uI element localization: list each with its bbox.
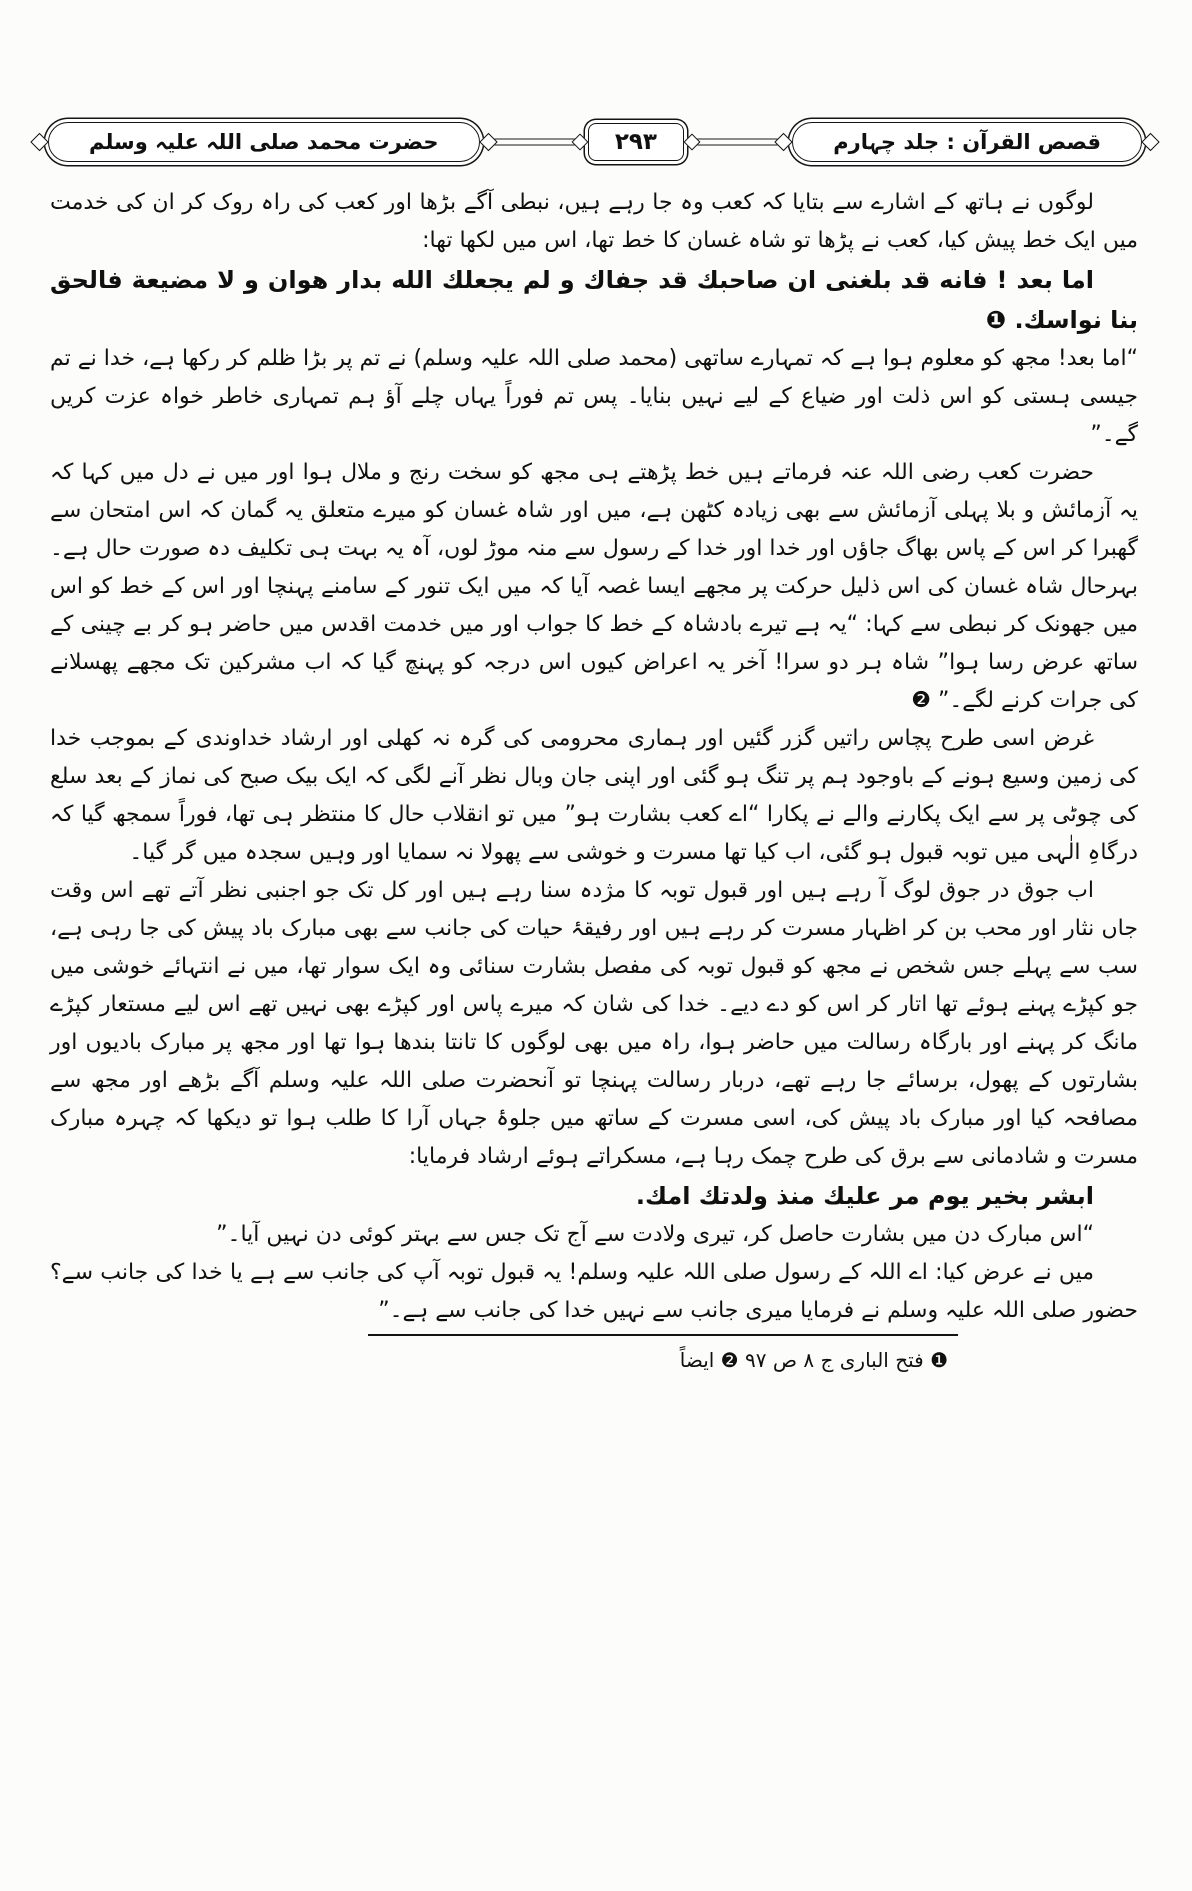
page-header bbox=[48, 116, 1142, 168]
paragraph-narration-4: میں نے عرض کیا: اے اللہ کے رسول صلی اللہ علیہ وسلم! یہ قبول توبہ آپ کی جانب سے ہے یا خدا کی جانب سے؟ حضور صلی اللہ علیہ وسلم نے فرمایا میری جانب سے نہیں خدا کی جانب سے ہے۔” bbox=[50, 1260, 1138, 1323]
paragraph-translation-1: “اما بعد! مجھ کو معلوم ہوا ہے کہ تمہارے ساتھی (محمد صلی اللہ علیہ وسلم) نے تم پر بڑا ظلم کر رکھا ہے، خدا نے تم جیسی ہستی کو اس ذلت اور ضیاع کے لیے نہیں بنایا۔ پس تم فوراً یہاں چلے آؤ ہم تمہاری خاطر خواہ عزت کریں گے۔” bbox=[50, 346, 1138, 447]
paragraph-translation-2: “اس مبارک دن میں بشارت حاصل کر، تیری ولادت سے آج تک جس سے بہتر کوئی دن نہیں آیا۔” bbox=[216, 1222, 1094, 1247]
arabic-quote-1: اما بعد ! فانه قد بلغنى ان صاحبك قد جفاك و لم يجعلك الله بدار هوان و لا مضيعة فالحق بنا نواسك. ❶ bbox=[50, 266, 1138, 334]
chapter-title-cartouche bbox=[48, 122, 480, 162]
paragraph-narration-2: غرض اسی طرح پچاس راتیں گزر گئیں اور ہماری محرومی کی گرہ نہ کھلی اور ارشاد خداوندی کے بموجب خدا کی زمین وسیع ہونے کے باوجود ہم پر تنگ ہو گئی اور اپنی جان وبال نظر آنے لگی کہ ایک بیک صبح کی نماز کے بعد سلع کی چوٹی پر سے ایک پکارنے والے نے پکارا “اے کعب بشارت ہو” میں تو انقلاب حال کا منتظر ہی تھا، فوراً سمجھ گیا کہ درگاہِ الٰہی میں توبہ قبول ہو گئی، اب کیا تھا مسرت و خوشی سے پھولا نہ سمایا اور وہیں سجدہ میں گر گیا۔ bbox=[50, 726, 1138, 865]
page-body bbox=[50, 184, 1138, 1330]
footnote: ❶ فتح الباری ج ۸ ص ۹۷ ❷ ایضاً bbox=[679, 1348, 948, 1372]
book-title-cartouche bbox=[792, 122, 1142, 162]
paragraph-narration-3: اب جوق در جوق لوگ آ رہے ہیں اور قبول توبہ کا مژدہ سنا رہے ہیں اور کل تک جو اجنبی نظر آتے تھے اس وقت جاں نثار اور محب بن کر اظہار مسرت کر رہے ہیں اور رفیقۂ حیات کی جانب سے بھی مبارک باد پیش کی جا رہی ہے، سب سے پہلے جس شخص نے مجھ کو قبول توبہ کی مفصل بشارت سنائی وہ ایک سوار تھا، میں نے انتہائے خوشی میں جو کپڑے پہنے ہوئے تھا اتار کر اس کو دے دیے۔ خدا کی شان کہ میرے پاس اور کپڑے بھی نہیں تھے اس لیے مستعار کپڑے مانگ کر پہنے اور بارگاہ رسالت میں حاضر ہوا، راہ میں بھی لوگوں کا تانتا بندھا ہوا تھا اور مجھ پر مبارک بادیوں اور بشارتوں کے پھول، برسائے جا رہے تھے، دربار رسالت پہنچا تو آنحضرت صلی اللہ علیہ وسلم آگے بڑھے اور مجھ سے مصافحہ کیا اور مبارک باد پیش کی، اسی مسرت کے ساتھ میں جلوۂ جہاں آرا کا طلب ہوا تو دیکھا کہ چہرہ مبارک مسرت و شادمانی سے برق کی طرح چمک رہا ہے، مسکراتے ہوئے ارشاد فرمایا: bbox=[50, 878, 1138, 1169]
paragraph-narration-1: حضرت کعب رضی اللہ عنہ فرماتے ہیں خط پڑھتے ہی مجھ کو سخت رنج و ملال ہوا اور میں نے دل میں کہا کہ یہ آزمائش و بلا پہلی آزمائش سے بھی زیادہ کٹھن ہے، میں اور شاہ غسان کو میرے متعلق یہ گمان کہ اس امتحان سے گھبرا کر اس کے پاس بھاگ جاؤں اور خدا اور خدا کے رسول سے منہ موڑ لوں، آہ یہ بہت ہی تکلیف دہ صورت حال ہے۔ بہرحال شاہ غسان کی اس ذلیل حرکت پر مجھے ایسا غصہ آیا کہ میں ایک تنور کے سامنے پہنچا اور اس کے خط کو اس میں جھونک کر نبطی سے کہا: “یہ ہے تیرے بادشاہ کے خط کا جواب اور میں خدمت اقدس میں حاضر ہو کر بے چینی کے ساتھ عرض رسا ہوا” شاہ ہر دو سرا! آخر یہ اعراض کیوں اس درجہ کو پہنچ گیا کہ اب مشرکین تک مجھے پھسلانے کی جرات کرنے لگے۔” ❷ bbox=[50, 460, 1138, 713]
book-title: قصص القرآن : جلد چہارم bbox=[833, 130, 1101, 154]
arabic-quote-2: ابشر بخير يوم مر عليك منذ ولدتك امك. bbox=[635, 1182, 1094, 1210]
page-number: ۲۹۳ bbox=[614, 129, 657, 155]
footnote-divider bbox=[368, 1334, 958, 1336]
page-number-badge bbox=[588, 123, 684, 161]
paragraph-intro: لوگوں نے ہاتھ کے اشارے سے بتایا کہ کعب وہ جا رہے ہیں، نبطی آگے بڑھا اور کعب کی راہ روک کر ان کی خدمت میں ایک خط پیش کیا، کعب نے پڑھا تو شاہ غسان کا خط تھا، اس میں لکھا تھا: bbox=[50, 190, 1138, 253]
chapter-title: حضرت محمد صلی اللہ علیہ وسلم bbox=[89, 130, 439, 154]
